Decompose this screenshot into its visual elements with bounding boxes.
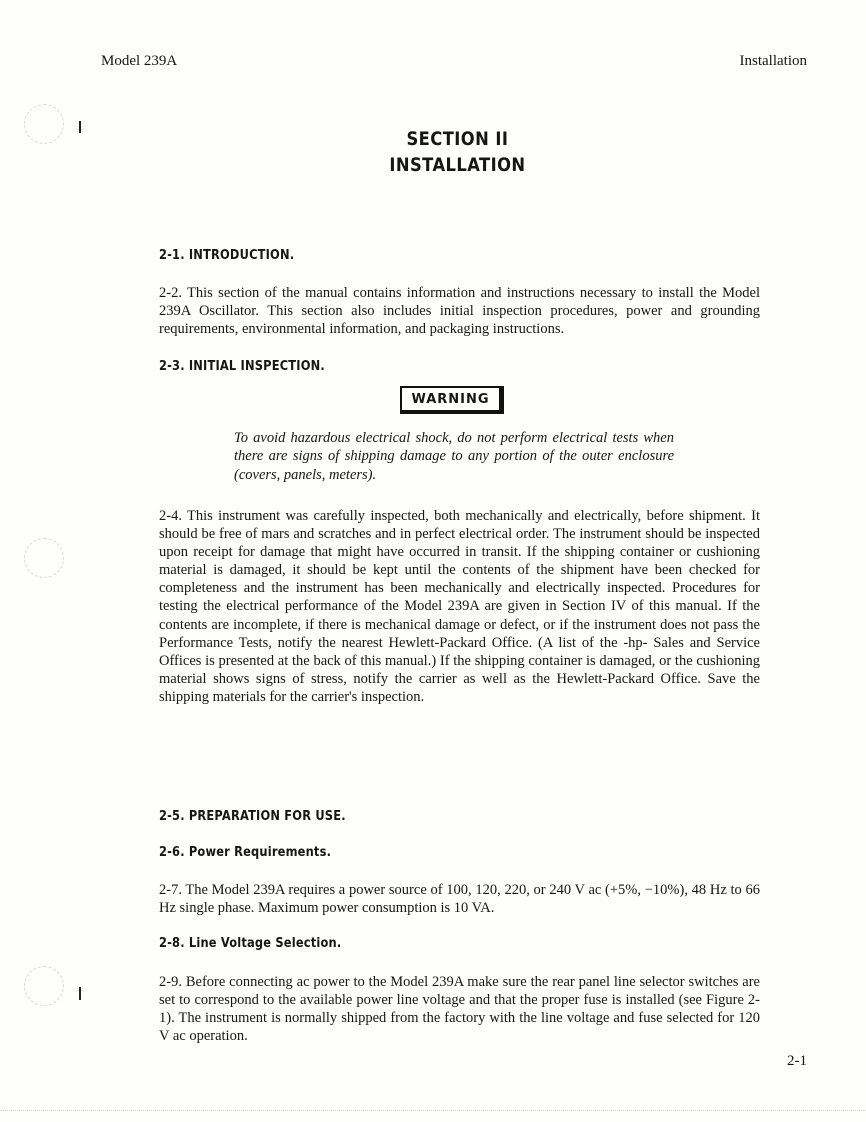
paragraph-2-9: 2-9. Before connecting ac power to the Model 239A make sure the rear panel line selector switches are set to correspond to the available power line voltage and that the proper fuse is installed (see Figure 2-1). The instrument is normally shipped from the factory with the line voltage and fuse selected for 120 V ac operation. — [159, 974, 760, 1045]
warning-text: To avoid hazardous electrical shock, do not perform electrical tests when there are signs of shipping damage to any portion of the outer enclosure (covers, panels, meters). — [234, 430, 674, 483]
heading-power-requirements: 2-6. Power Requirements. — [159, 845, 332, 860]
paragraph-2-7: 2-7. The Model 239A requires a power source of 100, 120, 220, or 240 V ac (+5%, −10%), 48 Hz to 66 Hz single phase. Maximum power consumption is 10 VA. — [159, 882, 760, 917]
binder-hole-bottom — [24, 966, 64, 1006]
page-number: 2-1 — [787, 1053, 807, 1069]
section-title — [64, 126, 851, 178]
binder-hole-top — [24, 104, 64, 144]
paragraph-2-4: 2-4. This instrument was carefully inspected, both mechanically and electrically, before shipment. It should be free of mars and scratches and in perfect electrical order. The instrument should be inspected upon receipt for damage that might have occurred in transit. If the shipping container or cushioning material is damaged, it should be kept until the contents of the shipment have been checked for completeness and the instrument has been mechanically and electrically inspected. Procedures for testing the electrical performance of the Model 239A are given in Section IV of this manual. If the contents are incomplete, if there is mechanical damage or defect, or if the instrument does not pass the Performance Tests, notify the nearest Hewlett-Packard Office. (A list of the -hp- Sales and Service Offices is presented at the back of this manual.) If the shipping container is damaged, or the cushioning material shows signs of stress, notify the carrier as well as the Hewlett-Packard Office. Save the shipping materials for the carrier's inspection. — [159, 508, 760, 705]
scan-mark-bottom — [79, 987, 81, 1000]
header-section: Installation — [739, 53, 807, 69]
section-number: SECTION II — [406, 128, 509, 150]
scan-edge — [0, 1110, 866, 1111]
header-model: Model 239A — [101, 53, 178, 69]
heading-line-voltage-selection: 2-8. Line Voltage Selection. — [159, 936, 342, 951]
warning-label: WARNING — [400, 386, 504, 414]
section-name: INSTALLATION — [389, 154, 526, 176]
heading-initial-inspection: 2-3. INITIAL INSPECTION. — [159, 359, 325, 374]
heading-introduction: 2-1. INTRODUCTION. — [159, 248, 295, 263]
heading-preparation-for-use: 2-5. PREPARATION FOR USE. — [159, 809, 346, 824]
paragraph-2-2: 2-2. This section of the manual contains information and instructions necessary to install the Model 239A Oscillator. This section also includes initial inspection procedures, power and grounding requirements, environmental information, and packaging instructions. — [159, 285, 760, 338]
binder-hole-middle — [24, 538, 64, 578]
